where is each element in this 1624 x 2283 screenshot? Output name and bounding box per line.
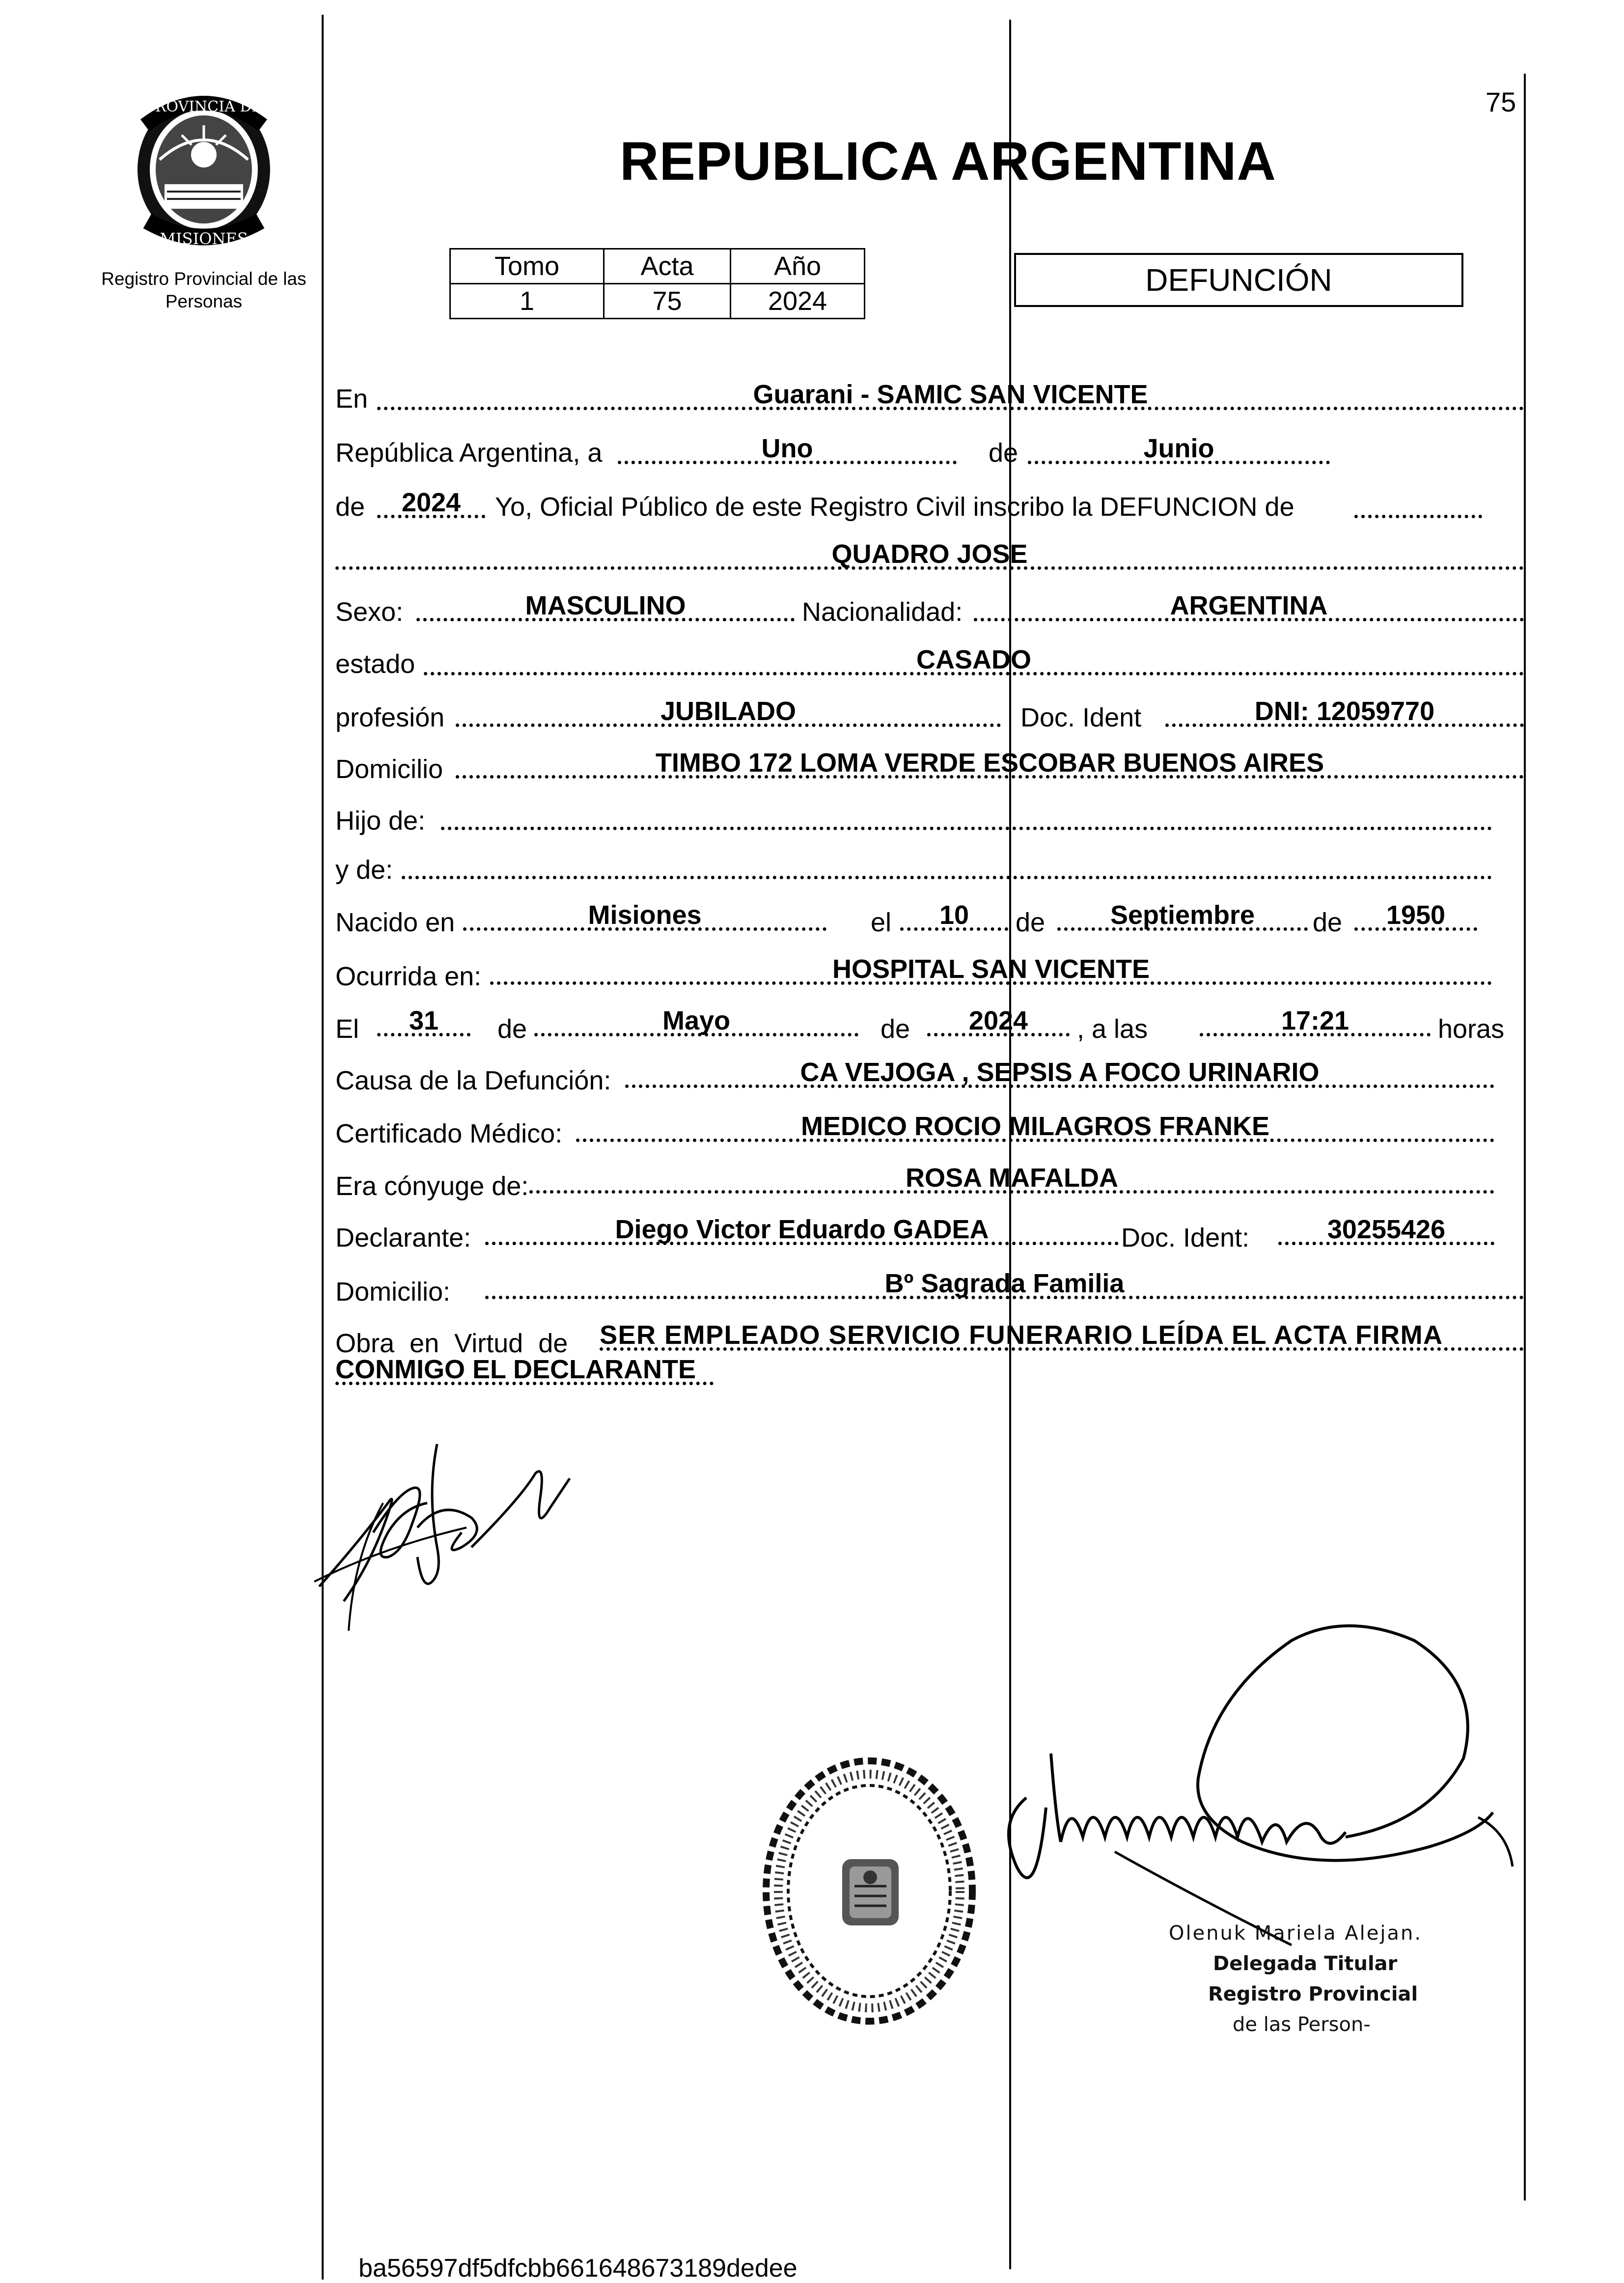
row-hijo [335, 801, 1524, 840]
nacionalidad-field: ARGENTINA [974, 592, 1524, 621]
yde-label: y de: [335, 855, 393, 885]
ocurrida-field: HOSPITAL SAN VICENTE [490, 955, 1492, 985]
birth-place-field: Misiones [463, 901, 826, 931]
doc-label: Doc. Ident [1020, 703, 1142, 732]
row-declarante [335, 1216, 1524, 1255]
el-label: el [871, 908, 892, 937]
domicilio2-label: Domicilio: [335, 1277, 451, 1307]
day-field: Uno [618, 435, 957, 464]
profesion-label: profesión [335, 703, 445, 732]
declarante-field: Diego Victor Eduardo GADEA [485, 1216, 1119, 1245]
record-number-table [449, 248, 865, 319]
nacido-label: Nacido en [335, 908, 455, 937]
estado-field: CASADO [424, 646, 1524, 675]
republica-label: República Argentina, a [335, 438, 603, 468]
de-label: de [989, 438, 1018, 468]
stamp-registry-line: Registro Provincial [1208, 1983, 1418, 2005]
hijo-field [441, 801, 1492, 830]
stamp-official-title: Delegada Titular [1213, 1952, 1398, 1975]
page-number: 75 [1486, 86, 1516, 117]
row-domicilio2 [335, 1270, 1524, 1309]
birth-month-field: Septiembre [1057, 901, 1308, 931]
death-month-field: Mayo [534, 1007, 858, 1036]
el2-label: El [335, 1014, 359, 1044]
doc2-label: Doc. Ident: [1121, 1223, 1250, 1253]
province-seal-logo [133, 91, 275, 253]
official-signature [987, 1611, 1527, 1965]
seal-top-text: PROVINCIA DE [145, 98, 263, 115]
birth-year-field: 1950 [1354, 901, 1477, 931]
row-conyuge [335, 1164, 1524, 1203]
birth-de2-label: de [1313, 908, 1343, 937]
profesion-field: JUBILADO [456, 697, 1001, 727]
nacionalidad-label: Nacionalidad: [802, 597, 963, 627]
seal-bottom-text: MISIONES [160, 229, 248, 248]
causa-field: CA VEJOGA , SEPSIS A FOCO URINARIO [625, 1058, 1494, 1088]
acta-value: 75 [604, 284, 731, 319]
declarant-signature [314, 1434, 589, 1641]
en-field: Guarani - SAMIC SAN VICENTE [377, 381, 1524, 410]
death-time-field: 17:21 [1200, 1007, 1431, 1036]
row-ocurrida [335, 955, 1524, 995]
causa-label: Causa de la Defunción: [335, 1066, 611, 1095]
obra-field-line2: CONMIGO EL DECLARANTE [335, 1356, 714, 1385]
row-domicilio [335, 749, 1524, 788]
birth-de1-label: de [1016, 908, 1046, 937]
certificado-field: MEDICO ROCIO MILAGROS FRANKE [576, 1113, 1494, 1142]
obra-label: Obra en Virtud de [335, 1329, 568, 1358]
estado-label: estado [335, 649, 415, 679]
obra-field-line1: SER EMPLEADO SERVICIO FUNERARIO LEÍDA EL ACTA FIRMA [600, 1321, 1524, 1351]
doc-field: DNI: 12059770 [1165, 697, 1524, 727]
domicilio-label: Domicilio [335, 754, 443, 784]
document-hash: ba56597df5dfcbb661648673189dedee [358, 2254, 798, 2283]
tomo-header: Tomo [450, 249, 604, 284]
birth-day-field: 10 [900, 901, 1008, 931]
record-table-header-row [450, 249, 865, 284]
row-certificado [335, 1113, 1524, 1152]
yde-field [402, 850, 1492, 879]
death-day-field: 31 [377, 1007, 470, 1036]
row-estado [335, 646, 1524, 685]
row-nacido [335, 901, 1524, 941]
en-label: En [335, 384, 368, 414]
row-en [335, 381, 1524, 420]
conyuge-field: ROSA MAFALDA [529, 1164, 1494, 1194]
official-name-stamp [1169, 1918, 1513, 2036]
row-profesion [335, 697, 1524, 737]
row-sexo [335, 592, 1524, 631]
death-year-field: 2024 [927, 1007, 1070, 1036]
document-title: REPUBLICA ARGENTINA [620, 131, 1276, 192]
anio-value: 2024 [731, 284, 865, 319]
record-type-box: DEFUNCIÓN [1014, 253, 1463, 307]
death-de1-label: de [497, 1014, 527, 1044]
hijo-label: Hijo de: [335, 806, 426, 835]
official-round-seal [756, 1749, 982, 2033]
tomo-value: 1 [450, 284, 604, 319]
declarante-label: Declarante: [335, 1223, 471, 1253]
row-death-date [335, 1007, 1524, 1046]
row-causa [335, 1058, 1524, 1098]
de2-label: de [335, 492, 365, 522]
row-yde [335, 850, 1524, 889]
row-name [335, 540, 1524, 580]
domicilio2-field: Bº Sagrada Familia [485, 1270, 1524, 1299]
row-oficial [335, 489, 1524, 528]
record-table-value-row [450, 284, 865, 319]
stamp-registry-line2: de las Person- [1233, 2013, 1371, 2036]
deceased-name-field: QUADRO JOSE [335, 540, 1524, 570]
doc2-field: 30255426 [1278, 1216, 1494, 1245]
conyuge-label: Era cónyuge de: [335, 1171, 529, 1201]
oficial-blank-field [1354, 489, 1482, 518]
oficial-text: Yo, Oficial Público de este Registro Civil inscribo la DEFUNCION de [495, 492, 1294, 522]
acta-header: Acta [604, 249, 731, 284]
row-date [335, 435, 1524, 474]
month-field: Junio [1028, 435, 1330, 464]
year-field: 2024 [377, 489, 485, 518]
death-de2-label: de [881, 1014, 910, 1044]
ocurrida-label: Ocurrida en: [335, 962, 482, 991]
stamp-official-name: Olenuk Mariela Alejan. [1169, 1922, 1423, 1945]
certificado-label: Certificado Médico: [335, 1119, 563, 1148]
alas-label: , a las [1077, 1014, 1148, 1044]
horas-label: horas [1438, 1014, 1505, 1044]
registry-name: Registro Provincial de las Personas [101, 269, 306, 311]
domicilio-field: TIMBO 172 LOMA VERDE ESCOBAR BUENOS AIRES [456, 749, 1524, 779]
left-margin-rule [322, 15, 324, 2280]
row-obra [335, 1321, 1524, 1415]
sexo-label: Sexo: [335, 597, 404, 627]
anio-header: Año [731, 249, 865, 284]
sexo-field: MASCULINO [416, 592, 795, 621]
